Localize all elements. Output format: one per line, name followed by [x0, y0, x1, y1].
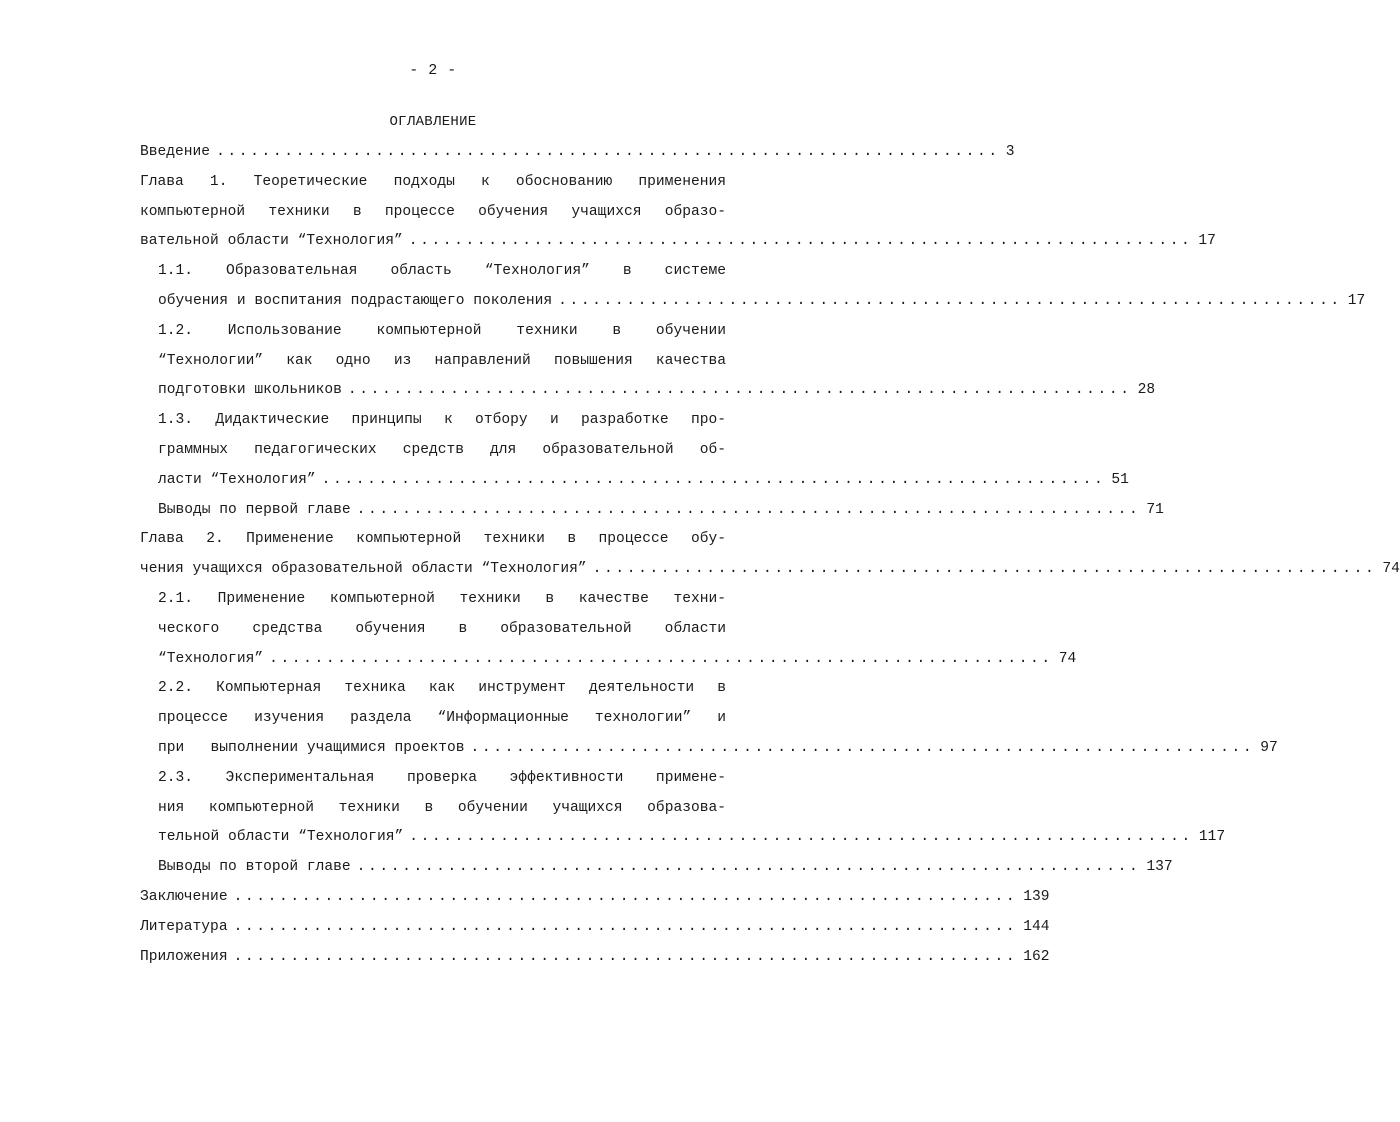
- toc-entry-text: подготовки школьников: [158, 382, 342, 399]
- toc-entry-text: “Технологии” как одно из направлений повышения качества: [158, 352, 726, 369]
- toc-page-number: 74: [1382, 561, 1400, 578]
- toc-entry-text: ческого средства обучения в образовательной области: [158, 620, 726, 637]
- toc-entry-text: Приложения: [140, 948, 228, 965]
- toc-page-number: 17: [1347, 292, 1366, 309]
- toc-entry-text: Заключение: [140, 888, 228, 905]
- toc-entry-conclusions-2[interactable]: [140, 853, 1173, 883]
- toc-entry-text: Литература: [140, 918, 228, 935]
- toc-entry-section-2-1[interactable]: [140, 645, 1077, 675]
- leader-dots: .....................................................................: [216, 144, 1000, 160]
- toc-entry-text: тельной области “Технология”: [158, 829, 404, 846]
- leader-dots: .....................................................................: [470, 739, 1255, 756]
- toc-page-number: 97: [1260, 739, 1278, 756]
- page-number: - 2 -: [409, 62, 457, 79]
- toc-page-number: 71: [1146, 501, 1164, 518]
- toc-entry-text: 1.1. Образовательная область “Технология” в системе: [158, 263, 726, 280]
- leader-dots: .....................................................................: [347, 382, 1132, 399]
- toc-page-number: 51: [1111, 471, 1129, 488]
- toc-page-number: 74: [1058, 650, 1077, 667]
- toc-entry-chapter-1[interactable]: [140, 227, 1216, 257]
- table-of-contents: [140, 138, 1400, 972]
- toc-page-number: 137: [1146, 859, 1173, 876]
- toc-page-number: 144: [1023, 918, 1050, 935]
- toc-entry-text: ласти “Технология”: [158, 471, 316, 488]
- leader-dots: .....................................................................: [233, 948, 1018, 965]
- toc-entry-section-1-1[interactable]: [140, 287, 1366, 317]
- toc-entry-literature[interactable]: [140, 913, 1050, 943]
- toc-page-number: 139: [1023, 888, 1050, 905]
- leader-dots: .....................................................................: [356, 501, 1141, 518]
- toc-entry-text: 2.1. Применение компьютерной техники в качестве техни-: [158, 590, 726, 607]
- toc-entry-text: граммных педагогических средств для образовательной об-: [158, 441, 726, 458]
- toc-entry-section-2-2[interactable]: [140, 734, 1278, 764]
- toc-entry-text: Глава 1. Теоретические подходы к обоснованию применения: [140, 173, 726, 190]
- toc-entry-text: 2.3. Экспериментальная проверка эффективности примене-: [158, 769, 726, 786]
- toc-entry-text: 1.3. Дидактические принципы к отбору и разработке про-: [158, 412, 726, 429]
- toc-entry-text: обучения и воспитания подрастающего поколения: [158, 292, 553, 309]
- leader-dots: .....................................................................: [269, 650, 1053, 667]
- toc-entry-text: Глава 2. Применение компьютерной техники в процессе обу-: [140, 531, 726, 548]
- toc-entry-conclusions-1[interactable]: [140, 496, 1164, 526]
- toc-entry-section-2-3[interactable]: [140, 823, 1226, 853]
- toc-page-number: 17: [1198, 233, 1216, 250]
- leader-dots: .....................................................................: [558, 292, 1342, 309]
- toc-page-number: 117: [1198, 829, 1226, 846]
- toc-entry-text: процессе изучения раздела “Информационные технологии” и: [158, 710, 726, 727]
- toc-page-number: 28: [1137, 382, 1156, 399]
- toc-entry-section-1-3[interactable]: [140, 466, 1129, 496]
- toc-title: ОГЛАВЛЕНИЕ: [389, 114, 477, 130]
- toc-entry-chapter-2[interactable]: [140, 555, 1400, 585]
- toc-entry-text: 1.2. Использование компьютерной техники в обучении: [158, 322, 726, 339]
- toc-entry-text: 2.2. Компьютерная техника как инструмент деятельности в: [158, 680, 726, 697]
- toc-entry-text: при выполнении учащимися проектов: [158, 739, 465, 756]
- toc-entry-appendices[interactable]: [140, 943, 1050, 973]
- leader-dots: .....................................................................: [233, 888, 1018, 905]
- toc-entry-text: Выводы по первой главе: [158, 501, 351, 518]
- toc-entry-conclusion[interactable]: [140, 883, 1050, 913]
- toc-page-number: 3: [1005, 144, 1015, 160]
- toc-entry-text: Выводы по второй главе: [158, 859, 351, 876]
- toc-entry-text: “Технология”: [158, 650, 264, 667]
- leader-dots: .....................................................................: [233, 918, 1018, 935]
- leader-dots: .....................................................................: [408, 233, 1193, 250]
- leader-dots: .....................................................................: [592, 561, 1377, 578]
- toc-entry-text: ния компьютерной техники в обучении учащихся образова-: [158, 799, 726, 816]
- toc-entry-text: вательной области “Технология”: [140, 233, 403, 250]
- leader-dots: .....................................................................: [409, 829, 1193, 846]
- leader-dots: .....................................................................: [321, 471, 1106, 488]
- toc-entry-text: компьютерной техники в процессе обучения учащихся образо-: [140, 203, 726, 220]
- toc-entry-section-1-2[interactable]: [140, 376, 1156, 406]
- toc-entry-text: Введение: [140, 144, 211, 160]
- leader-dots: .....................................................................: [356, 859, 1141, 876]
- toc-entry-introduction[interactable]: [140, 138, 1015, 168]
- toc-page-number: 162: [1023, 948, 1050, 965]
- toc-entry-text: чения учащихся образовательной области “Технология”: [140, 561, 587, 578]
